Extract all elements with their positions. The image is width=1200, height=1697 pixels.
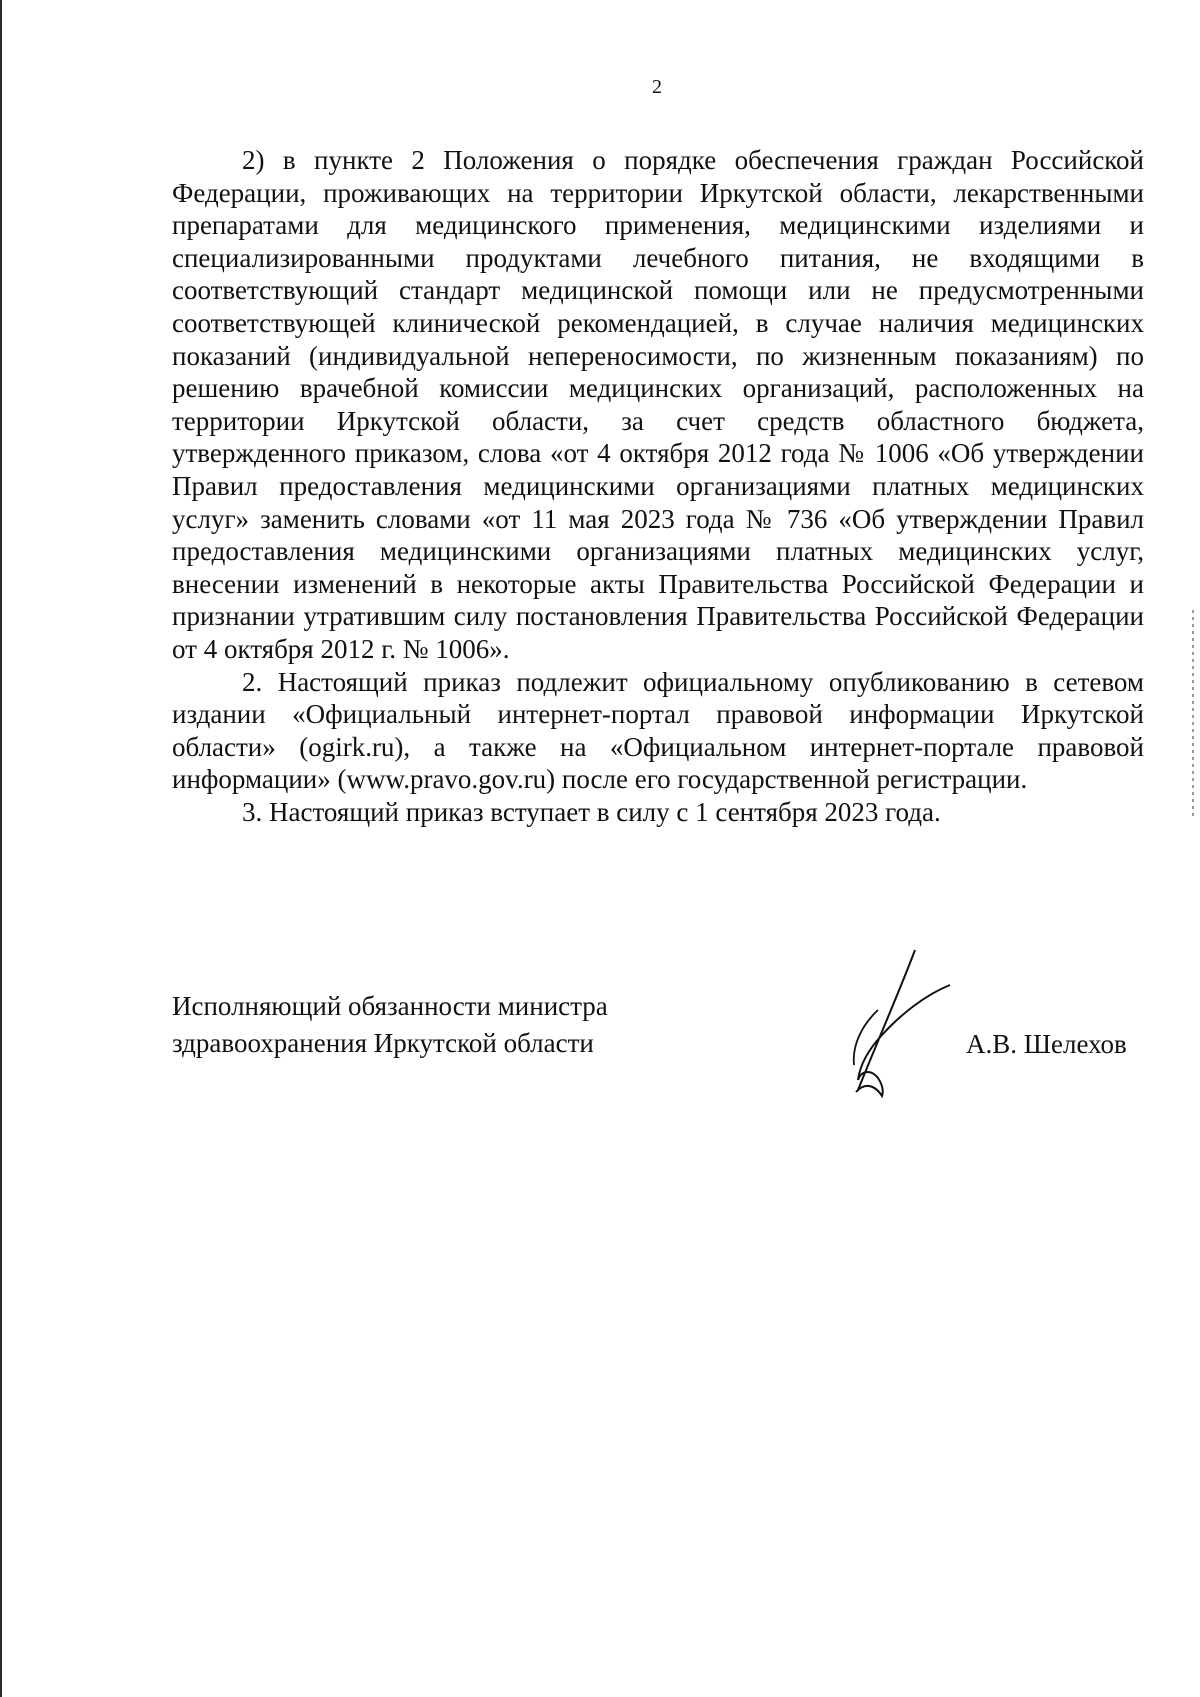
paragraph-publication: 2. Настоящий приказ подлежит официальному опубликованию в сетевом издании «Официальный интернет-портал правовой информации Иркутской области» (ogirk.ru), а также на «Официальном интернет-портале правовой информации» (www.pravo.gov.ru) после его государственной регистрации. [172,666,1144,795]
signatory-position-line-1: Исполняющий обязанности министра [172,991,608,1021]
document-body [172,144,1144,828]
paragraph-effective-date: 3. Настоящий приказ вступает в силу с 1 сентября 2023 года. [242,796,941,827]
signatory-position [172,988,608,1062]
paragraph-amendment-2: 2) в пункте 2 Положения о порядке обеспечения граждан Российской Федерации, проживающих на территории Иркутской области, лекарственными препаратами для медицинского применения, медицинскими изделиями и специализированными продуктами лечебного питания, не входящими в соответствующий стандарт медицинской помощи или не предусмотренными соответствующей клинической рекомендацией, в случае наличия медицинских показаний (индивидуальной непереносимости, по жизненным показаниям) по решению врачебной комиссии медицинских организаций, расположенных на территории Иркутской области, за счет средств областного бюджета, утвержденного приказом, слова «от 4 октября 2012 года № 1006 «Об утверждении Правил предоставления медицинскими организациями платных медицинских услуг» заменить словами «от 11 мая 2023 года № 736 «Об утверждении Правил предоставления медицинскими организациями платных медицинских услуг, внесении изменений в некоторые акты Правительства Российской Федерации и признании утратившим силу постановления Правительства Российской Федерации от 4 октября 2012 г. № 1006». [172,145,1144,664]
signatory-position-line-2: здравоохранения Иркутской области [172,1028,594,1058]
scan-edge-left [0,0,2,1697]
handwritten-signature-icon [820,940,960,1100]
page-number: 2 [652,76,662,98]
signatory-name: А.В. Шелехов [966,1029,1127,1059]
scan-edge-right [1192,610,1194,820]
